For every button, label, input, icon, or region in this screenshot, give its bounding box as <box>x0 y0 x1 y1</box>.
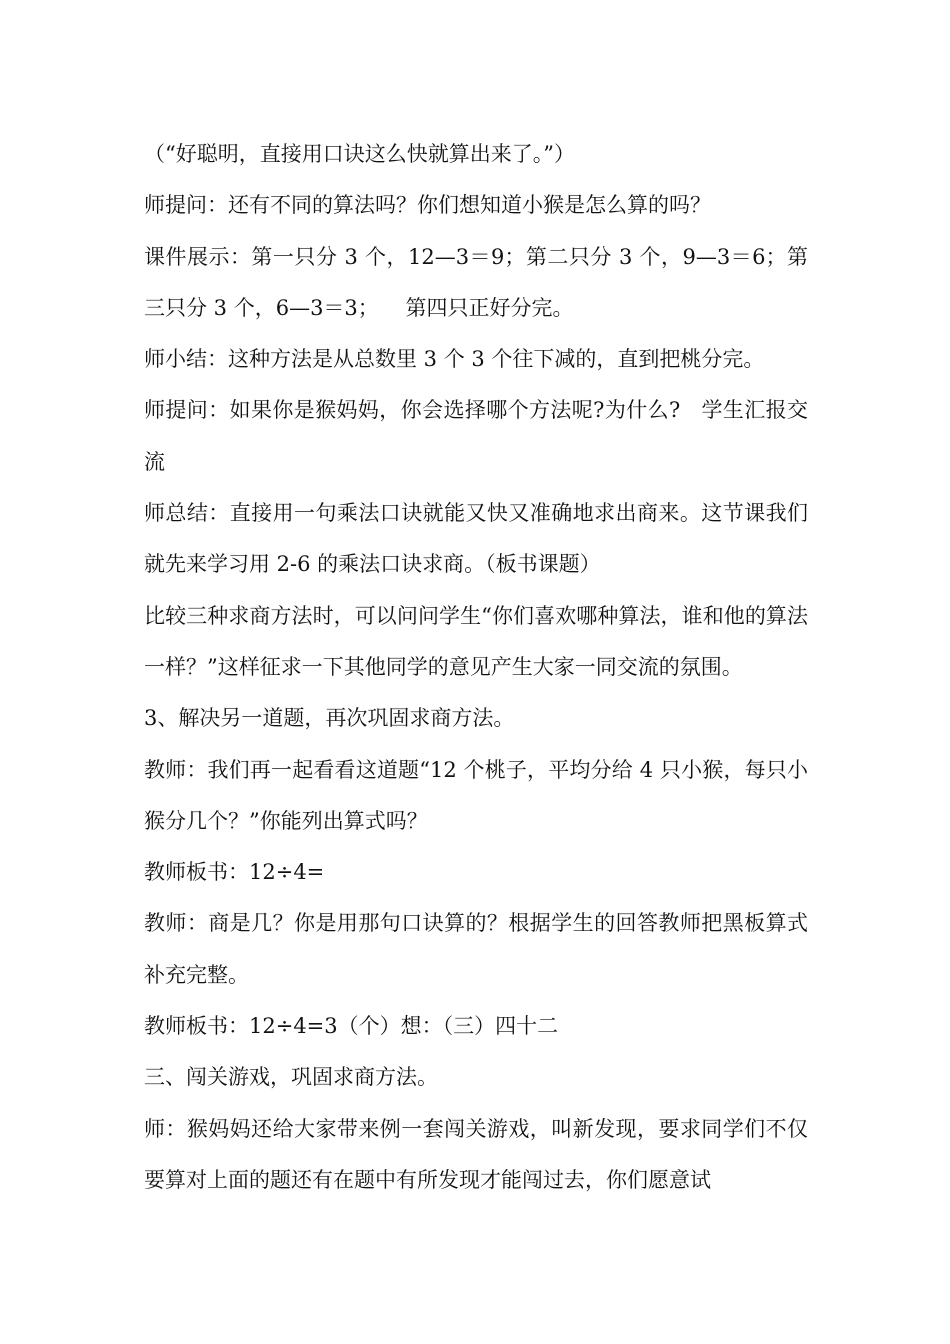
paragraph-teacher-question-choice: 师提问：如果你是猴妈妈，你会选择哪个方法呢?为什么? 学生汇报交流 <box>144 398 808 474</box>
document-body <box>144 129 808 1206</box>
paragraph-courseware-display: 课件展示：第一只分 3 个，12—3＝9；第二只分 3 个，9—3＝6；第三只分 3 个，6—3＝3； 第四只正好分完。 <box>144 244 808 320</box>
paragraph-teacher-ask-quotient: 教师：商是几？你是用那句口诀算的？根据学生的回答教师把黑板算式补充完整。 <box>144 911 808 987</box>
paragraph-teacher-question-other-methods: 师提问：还有不同的算法吗？你们想知道小猴是怎么算的吗？ <box>144 193 711 218</box>
paragraph-teacher-conclusion: 师总结：直接用一句乘法口诀就能又快又准确地求出商来。这节课我们就先来学习用 2-6 的乘法口诀求商。（板书课题） <box>144 501 808 577</box>
paragraph-teacher-summary-subtraction: 师小结：这种方法是从总数里 3 个 3 个往下减的，直到把桃分完。 <box>144 347 765 372</box>
paragraph-board-writing-2: 教师板书：12÷4=3（个）想：（三）四十二 <box>144 1014 559 1039</box>
paragraph-teacher-game-intro: 师：猴妈妈还给大家带来例一套闯关游戏，叫新发现，要求同学们不仅要算对上面的题还有在题中有所发现才能闯过去，你们愿意试 <box>144 1116 808 1192</box>
paragraph-compare-methods: 比较三种求商方法时，可以问问学生“你们喜欢哪种算法，谁和他的算法一样？”这样征求一下其他同学的意见产生大家一同交流的氛围。 <box>144 603 808 679</box>
paragraph-board-writing-1: 教师板书：12÷4= <box>144 860 325 885</box>
paragraph-section-three-heading: 三、闯关游戏，巩固求商方法。 <box>144 1065 438 1090</box>
paragraph-praise-quote: （“好聪明，直接用口诀这么快就算出来了。”） <box>144 142 575 166</box>
paragraph-teacher-new-problem: 教师：我们再一起看看这道题“12 个桃子，平均分给 4 只小猴，每只小猴分几个？”你能列出算式吗？ <box>144 757 808 833</box>
paragraph-section-3-heading: 3、解决另一道题，再次巩固求商方法。 <box>144 706 515 731</box>
